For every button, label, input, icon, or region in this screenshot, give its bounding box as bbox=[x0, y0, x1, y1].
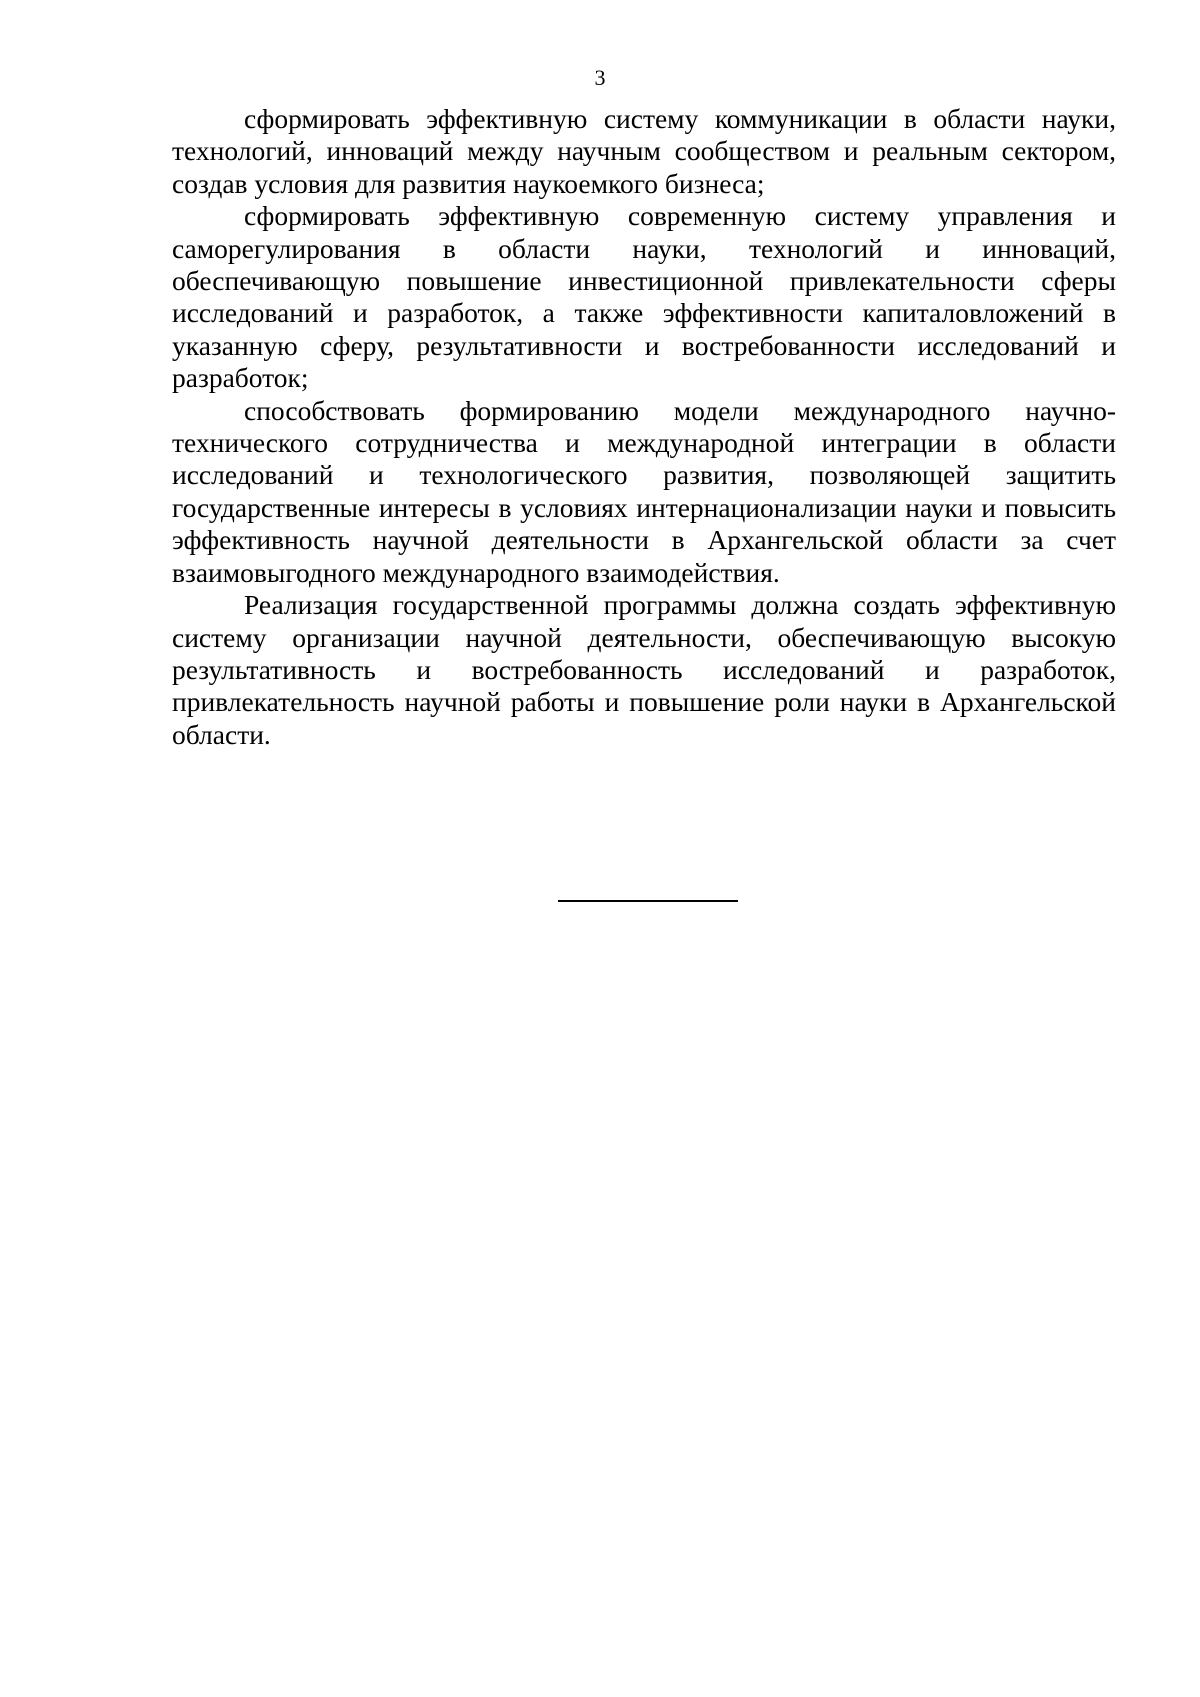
paragraph-program-implementation: Реализация государственной программы должна создать эффективную систему организации научной деятельности, обеспечивающую высокую результативность и востребованность исследований и разработок, привлекательность научной работы и повышение роли науки в Архангельской области. bbox=[172, 589, 1116, 750]
page-number: 3 bbox=[594, 65, 606, 90]
paragraph-communication-system: сформировать эффективную систему коммуникации в области науки, технологий, инноваций между научным сообществом и реальным сектором, создав условия для развития наукоемкого бизнеса; bbox=[172, 103, 1116, 199]
paragraph-international-cooperation: способствовать формированию модели международного научно-технического сотрудничества и международной интеграции в области исследований и технологического развития, позволяющей защитить государственные интересы в условиях интернационализации науки и повысить эффективность научной деятельности в Архангельской области за счет взаимовыгодного международного взаимодействия. bbox=[172, 394, 1116, 588]
document-body bbox=[172, 103, 1116, 751]
paragraph-self-regulation-system: сформировать эффективную современную систему управления и саморегулирования в области науки, технологий и инноваций, обеспечивающую повышение инвестиционной привлекательности сферы исследований и разработок, а также эффективности капиталовложений в указанную сферу, результативности и востребованности исследований и разработок; bbox=[172, 200, 1116, 394]
closing-divider-line bbox=[558, 900, 738, 902]
